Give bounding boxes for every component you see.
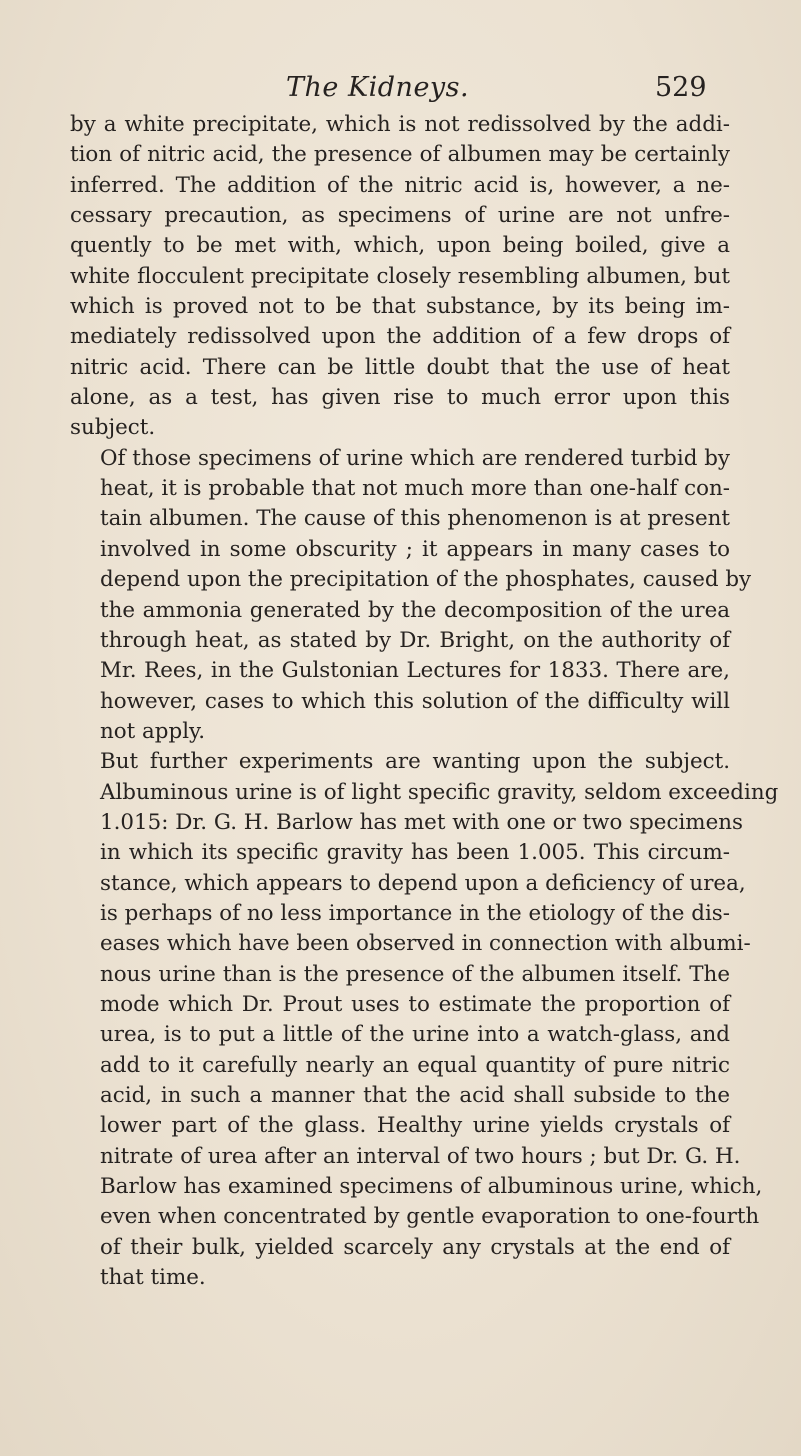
running-head (0, 72, 801, 112)
text-line: mediately redissolved upon the addition of a few drops of (70, 324, 730, 350)
text-line: even when concentrated by gentle evaporation to one-fourth (100, 1204, 760, 1230)
text-line: cessary precaution, as specimens of urine are not unfre- (70, 203, 730, 229)
text-line: tion of nitric acid, the presence of albumen may be certainly (70, 142, 730, 168)
text-line: acid, in such a manner that the acid shall subside to the (100, 1083, 730, 1108)
text-line: white flocculent precipitate closely resembling albumen, but (70, 263, 730, 289)
text-line: nitrate of urea after an interval of two hours ; but Dr. G. H. (100, 1143, 741, 1169)
text-line: Of those specimens of urine which are rendered turbid by (100, 445, 730, 471)
text-line: Mr. Rees, in the Gulstonian Lectures for 1833. There are, (100, 658, 730, 684)
text-line: tain albumen. The cause of this phenomenon is at present (100, 506, 730, 532)
text-line: eases which have been observed in connection with albumi- (100, 931, 751, 957)
running-title: The Kidneys. (286, 72, 470, 103)
paragraph-3 (70, 747, 779, 1293)
text-line: urea, is to put a little of the urine into a watch-glass, and (100, 1022, 730, 1048)
text-line: lower part of the glass. Healthy urine yields crystals of (100, 1113, 730, 1139)
text-line: which is proved not to be that substance, by its being im- (70, 294, 730, 320)
text-line: the ammonia generated by the decomposition of the urea (100, 597, 730, 623)
text-line: nitric acid. There can be little doubt that the use of heat (70, 354, 730, 380)
text-line: in which its specific gravity has been 1.005. This circum- (100, 840, 730, 866)
text-line: But further experiments are wanting upon the subject. (100, 749, 730, 775)
text-line: subject. (70, 415, 156, 441)
text-line: through heat, as stated by Dr. Bright, on the authority of (100, 627, 730, 653)
paragraph-2 (70, 444, 752, 747)
text-line: alone, as a test, has given rise to much error upon this (70, 385, 730, 411)
text-line: however, cases to which this solution of the difficulty will (100, 688, 730, 714)
text-line: is perhaps of no less importance in the etiology of the dis- (100, 900, 730, 926)
text-line: stance, which appears to depend upon a deficiency of urea, (100, 870, 746, 896)
text-line: not apply. (100, 718, 206, 744)
text-line: quently to be met with, which, upon being boiled, give a (70, 233, 730, 259)
paragraph-1 (70, 110, 730, 444)
body-text (70, 110, 779, 1293)
page-number: 529 (655, 72, 707, 103)
text-line: nous urine than is the presence of the albumen itself. The (100, 961, 730, 987)
text-line: that time. (100, 1265, 206, 1291)
text-line: heat, it is probable that not much more than one-half con- (100, 476, 730, 502)
text-line: of their bulk, yielded scarcely any crystals at the end of (100, 1234, 730, 1260)
text-line: depend upon the precipitation of the phosphates, caused by (100, 567, 752, 593)
text-line: involved in some obscurity ; it appears in many cases to (100, 536, 730, 562)
text-line: Albuminous urine is of light specific gravity, seldom exceeding (100, 779, 779, 805)
text-line: add to it carefully nearly an equal quantity of pure nitric (100, 1052, 730, 1078)
text-line: inferred. The addition of the nitric acid is, however, a ne- (70, 172, 730, 198)
text-line: Barlow has examined specimens of albuminous urine, which, (100, 1174, 763, 1200)
text-line: 1.015: Dr. G. H. Barlow has met with one or two specimens (100, 809, 743, 835)
text-line: by a white precipitate, which is not redissolved by the addi- (70, 112, 730, 137)
text-line: mode which Dr. Prout uses to estimate the proportion of (100, 991, 730, 1017)
